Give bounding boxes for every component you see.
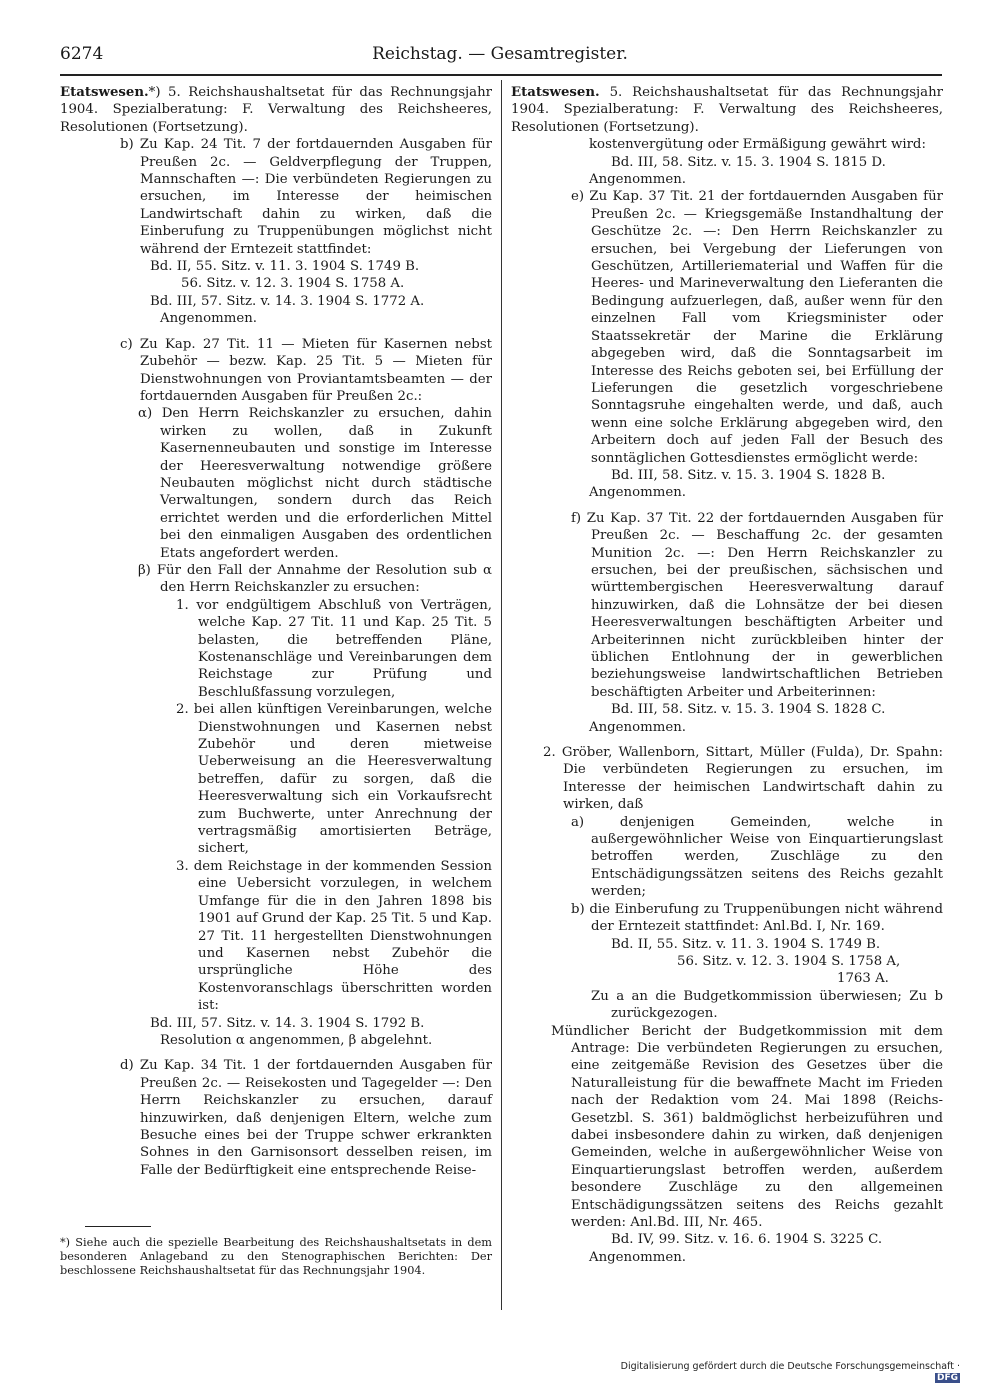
footnote-rule	[85, 1226, 151, 1227]
right-column	[511, 84, 943, 1266]
item-2-a: a) denjenigen Gemeinden, welche in außergewöhnlicher Weise von Einquartierungslast betroffen werden, Zuschläge zu den Entschädigungssätzen seitens des Reichs gezahlt werden;	[571, 814, 943, 900]
item-2-result: Zu a an die Budgetkommission überwiesen; Zu b zurückgezogen.	[591, 988, 943, 1022]
page-header	[60, 44, 940, 72]
heading-text: 5. Reichshaushaltsetat für das Rechnungsjahr 1904. Spezialberatung: F. Verwaltung des Reichsheeres, Resolutionen (Fortsetzung).	[511, 85, 944, 135]
item-b: b) Zu Kap. 24 Tit. 7 der fortdauernden Ausgaben für Preußen 2c. — Geldverpflegung der Truppen, Mannschaften —: Die verbündeten Regierungen zu ersuchen, im Interesse der heimischen Landwirtschaft dahin zu wirken, daß die Einberufung zu Truppenübungen möglichst nicht während der Erntezeit stattfindet:	[120, 137, 492, 257]
dfg-logo: DFG	[936, 1373, 958, 1383]
item-c-beta-3: 3. dem Reichstage in der kommenden Session eine Uebersicht vorzulegen, in welchem Umfange für die in den Jahren 1898 bis 1901 auf Grund der Kap. 25 Tit. 5 und Kap. 27 Tit. 11 hergestellten Dienstwohnungen und Kasernen nebst Zubehör die ursprüngliche Höhe des Kostenvoranschlags überschritten worden ist:	[176, 858, 492, 1014]
item-2-ref1: Bd. II, 55. Sitz. v. 11. 3. 1904 S. 1749 B.	[611, 936, 881, 952]
running-title: Reichstag. — Gesamtregister.	[372, 44, 628, 64]
item-c-ref: Bd. III, 57. Sitz. v. 14. 3. 1904 S. 1792 B.	[150, 1015, 425, 1031]
item-c-beta: β) Für den Fall der Annahme der Resolution sub α den Herrn Reichskanzler zu ersuchen:	[138, 562, 492, 596]
footnote: *) Siehe auch die spezielle Bearbeitung des Reichshaushaltsetats in dem besonderen Anlageband zu den Stenographischen Berichten: Der beschlossene Reichshaushaltsetat für das Rechnungsjahr 1904.	[60, 1236, 492, 1277]
left-column	[60, 84, 492, 1179]
item-f: f) Zu Kap. 37 Tit. 22 der fortdauernden Ausgaben für Preußen 2c. — Beschaffung 2c. der gesamten Munition 2c. —: Den Herrn Reichskanzler zu ersuchen, bei der preußischen, sächsischen und württembergischen Heeresverwaltung darauf hinzuwirken, daß die Lohnsätze der bei diesen Heeresverwaltungen beschäftigten Arbeiter und Arbeiterinnen nicht zurückbleiben hinter der üblichen Entlohnung der in gewerblichen beziehungsweise landwirtschaftlichen Betrieben beschäftigten Arbeiter und Arbeiterinnen:	[571, 510, 943, 700]
report-result: Angenommen.	[589, 1249, 686, 1265]
item-c: c) Zu Kap. 27 Tit. 11 — Mieten für Kasernen nebst Zubehör — bezw. Kap. 25 Tit. 5 — Mieten für Dienstwohnungen von Proviantamtsbeamten — der fortdauernden Ausgaben für Preußen 2c.:	[120, 336, 492, 404]
item-2-b: b) die Einberufung zu Truppenübungen nicht während der Erntezeit stattfindet: Anl.Bd. I, Nr. 169.	[571, 901, 943, 935]
item-e: e) Zu Kap. 37 Tit. 21 der fortdauernden Ausgaben für Preußen 2c. — Kriegsgemäße Instandhaltung der Geschütze 2c. —: Den Herrn Reichskanzler zu ersuchen, bei Vergebung der Lieferungen von Geschützen, Artilleriematerial und Waffen für die Heeres- und Marineverwaltung den Lieferanten die Bedingung aufzuerlegen, daß, außer wenn für den einzelnen Fall vom Kriegsminister oder Staatssekretär der Marine die Erklärung abgegeben wird, daß die Sonntagsarbeit im Interesse des Reichs geboten sei, bei Erfüllung der Lieferungen die gesetzlich vorgeschriebene Sonntagsruhe eingehalten werde, und daß, auch wenn eine solche Erklärung abgegeben wird, den Arbeitern doch auf jeden Fall der Besuch des sonntäglichen Gottesdienstes ermöglicht werde:	[571, 189, 943, 466]
item-d-ref: Bd. III, 58. Sitz. v. 15. 3. 1904 S. 1815 D.	[611, 154, 886, 170]
item-c-beta-2: 2. bei allen künftigen Vereinbarungen, welche Dienstwohnungen und Kasernen nebst Zubehör und deren mietweise Ueberweisung an die Heeresverwaltung betreffen, dafür zu sorgen, daß die Heeresverwaltung sich ein Vorkaufsrecht zum Buchwerte, unter Anrechnung der vertragsmäßig amortisierten Beträge, sichert,	[176, 702, 492, 857]
digitization-credit	[620, 1361, 960, 1383]
heading-text: *) 5. Reichshaushaltsetat für das Rechnungsjahr 1904. Spezialberatung: F. Verwaltung des Reichsheeres, Resolutionen (Fortsetzung).	[60, 85, 492, 135]
item-c-alpha: α) Den Herrn Reichskanzler zu ersuchen, dahin wirken zu wollen, daß in Zukunft Kasernenneubauten und sonstige im Interesse der Heeresverwaltung notwendige größere Neubauten möglichst nicht durch städtische Verwaltungen, sondern durch das Reich errichtet werden und die erforderlichen Mittel bei den einmaligen Ausgaben des ordentlichen Etats angefordert werden.	[138, 406, 492, 561]
item-f-ref: Bd. III, 58. Sitz. v. 15. 3. 1904 S. 1828 C.	[611, 702, 886, 718]
credit-text: Digitalisierung gefördert durch die Deutsche Forschungsgemeinschaft ·	[620, 1361, 960, 1372]
item-d-continued: kostenvergütung oder Ermäßigung gewährt wird:	[589, 137, 926, 153]
page-number: 6274	[60, 44, 104, 64]
left-heading	[60, 84, 492, 136]
item-b-ref2: 56. Sitz. v. 12. 3. 1904 S. 1758 A.	[181, 276, 405, 292]
report: Mündlicher Bericht der Budgetkommission mit dem Antrage: Die verbündeten Regierungen zu ersuchen, eine zeitgemäße Revision des Gesetzes über die Naturalleistung für die bewaffnete Macht im Frieden nach der Redaktion vom 24. Mai 1898 (Reichs-Gesetzbl. S. 361) baldmöglichst herbeizuführen und dabei insbesondere dahin zu wirken, daß denjenigen Gemeinden, welche in außergewöhnlicher Weise von Einquartierungslast betroffen werden, außerdem besondere Zuschläge zu den allgemeinen Entschädigungssätzen seitens des Reichs gezahlt werden: Anl.Bd. III, Nr. 465.	[551, 1023, 943, 1230]
item-2: 2. Gröber, Wallenborn, Sittart, Müller (Fulda), Dr. Spahn: Die verbündeten Regierungen zu ersuchen, im Interesse der heimischen Landwirtschaft dahin zu wirken, daß	[543, 745, 943, 813]
right-heading	[511, 84, 943, 136]
item-c-result: Resolution α angenommen, β abgelehnt.	[160, 1032, 433, 1048]
item-2-ref2: 56. Sitz. v. 12. 3. 1904 S. 1758 A,	[677, 953, 901, 969]
heading-keyword: Etatswesen.	[511, 85, 600, 100]
item-c-beta-1: 1. vor endgültigem Abschluß von Verträgen, welche Kap. 27 Tit. 11 und Kap. 25 Tit. 5 belasten, die betreffenden Pläne, Kostenanschläge und Vereinbarungen dem Reichstage zur Prüfung und Beschlußfassung vorzulegen,	[176, 597, 492, 700]
item-d: d) Zu Kap. 34 Tit. 1 der fortdauernden Ausgaben für Preußen 2c. — Reisekosten und Tagegelder —: Den Herrn Reichskanzler zu ersuchen, darauf hinzuwirken, daß denjenigen Eltern, welche zum Besuche eines bei der Truppe schwer erkrankten Sohnes in den Garnisonsort desselben reisen, im Falle der Bedürftigkeit eine entsprechende Reise-	[120, 1058, 492, 1178]
item-2-ref3: 1763 A.	[837, 971, 889, 987]
header-rule	[60, 74, 942, 76]
item-d-result: Angenommen.	[589, 172, 686, 188]
heading-keyword: Etatswesen.	[60, 85, 149, 100]
item-e-result: Angenommen.	[589, 485, 686, 501]
column-divider	[501, 80, 502, 1310]
item-b-result: Angenommen.	[160, 311, 257, 327]
item-e-ref: Bd. III, 58. Sitz. v. 15. 3. 1904 S. 1828 B.	[611, 467, 886, 483]
report-ref: Bd. IV, 99. Sitz. v. 16. 6. 1904 S. 3225 C.	[611, 1232, 883, 1248]
item-b-ref1: Bd. II, 55. Sitz. v. 11. 3. 1904 S. 1749 B.	[150, 259, 420, 275]
item-f-result: Angenommen.	[589, 719, 686, 735]
item-b-ref3: Bd. III, 57. Sitz. v. 14. 3. 1904 S. 1772 A.	[150, 293, 425, 309]
